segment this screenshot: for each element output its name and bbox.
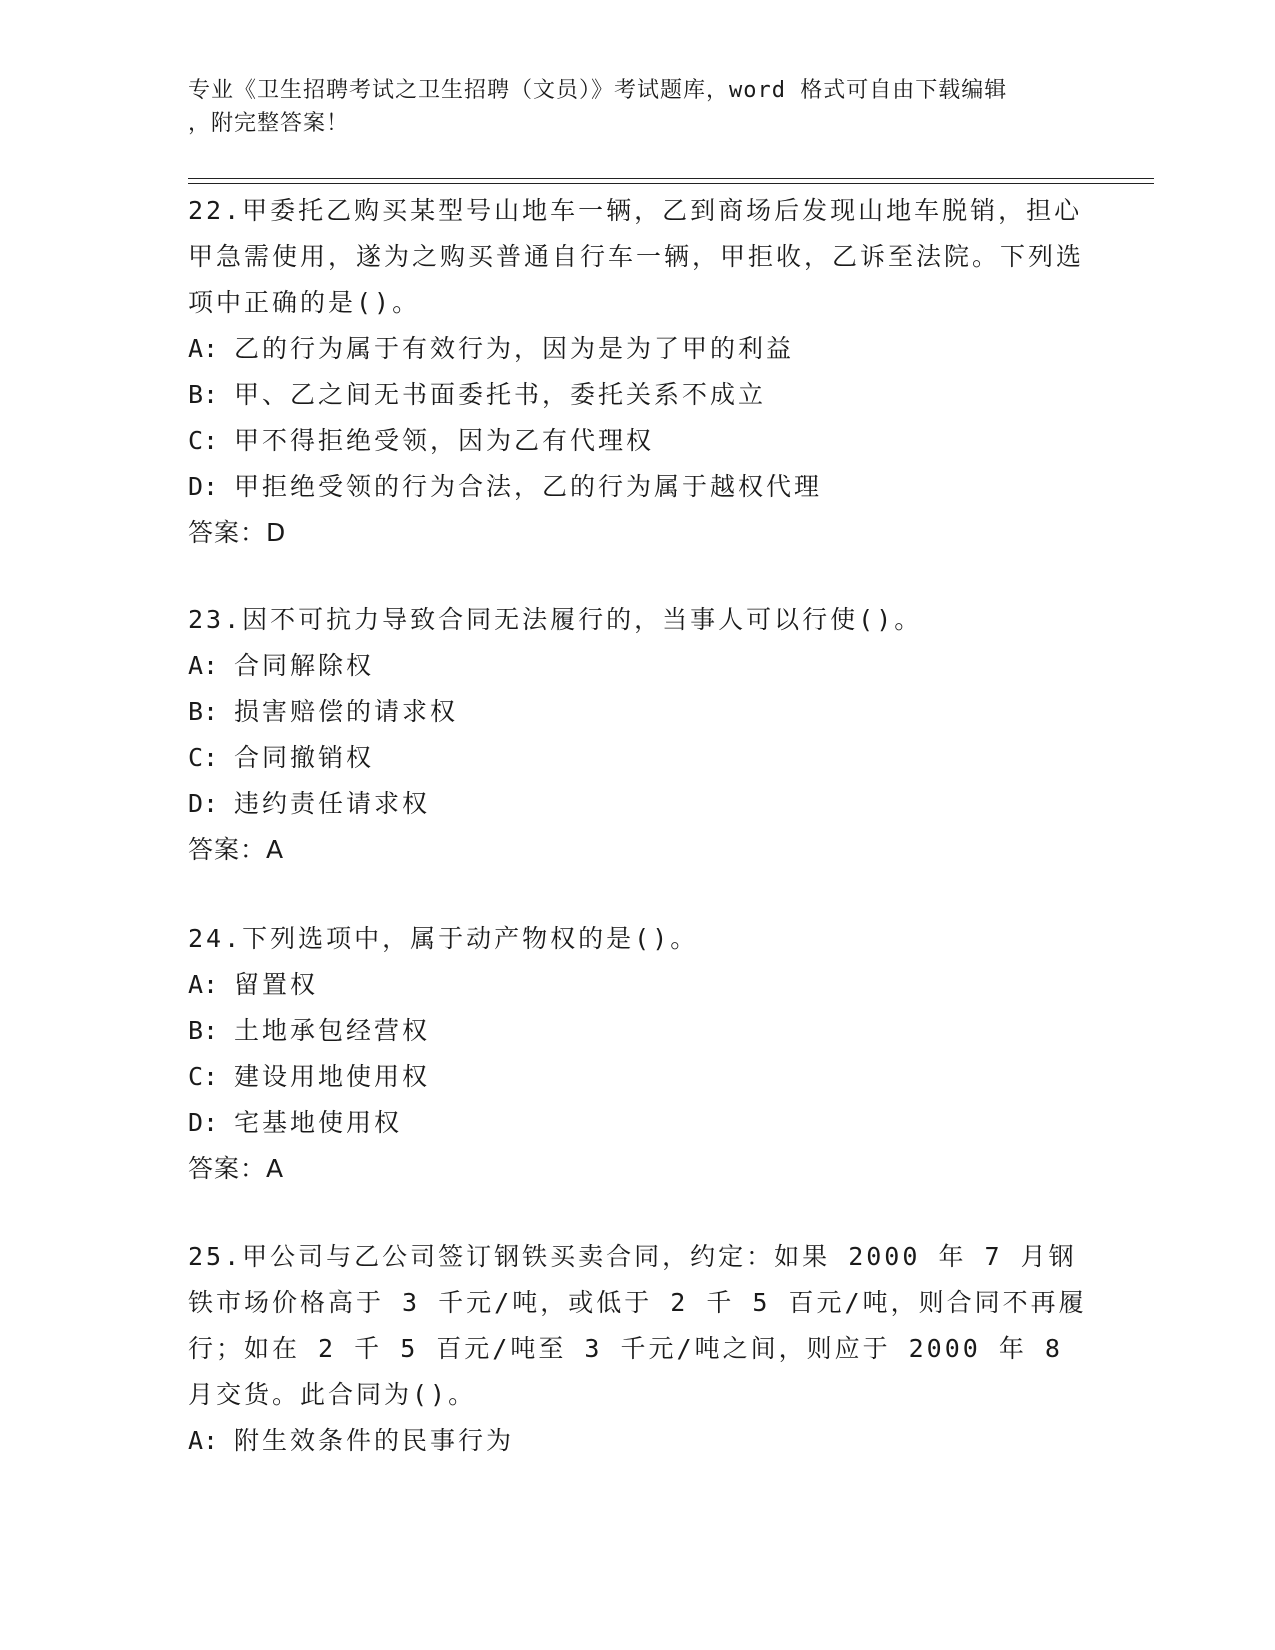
- option-d: [188, 1100, 1088, 1146]
- question-stem: 22.甲委托乙购买某型号山地车一辆，乙到商场后发现山地车脱销，担心甲急需使用，遂为之购买普通自行车一辆，甲拒收，乙诉至法院。下列选项中正确的是()。: [188, 196, 1085, 317]
- header-line-1: 专业《卫生招聘考试之卫生招聘（文员）》考试题库，word 格式可自由下载编辑: [188, 78, 1008, 103]
- question-stem: 25.甲公司与乙公司签订钢铁买卖合同，约定：如果 2000 年 7 月钢铁市场价格高于 3 千元/吨，或低于 2 千 5 百元/吨，则合同不再履行；如在 2 千 5 百元/吨至 3 千元/吨之间，则应于 2000 年 8 月交货。此合同为()。: [188, 1242, 1087, 1409]
- header-line-2: ，附完整答案！: [188, 111, 350, 136]
- option-text: 违约责任请求权: [234, 789, 431, 818]
- option-label: D:: [188, 1108, 219, 1137]
- option-label: B:: [188, 380, 219, 409]
- option-b: [188, 372, 1088, 418]
- option-a: [188, 326, 1088, 372]
- option-a: [188, 643, 1088, 689]
- option-text: 土地承包经营权: [234, 1016, 431, 1045]
- question-block: [188, 1234, 1088, 1464]
- answer: 答案：D: [188, 518, 287, 547]
- option-label: B:: [188, 697, 219, 726]
- option-label: D:: [188, 789, 219, 818]
- option-label: B:: [188, 1016, 219, 1045]
- question-block: [188, 916, 1088, 1192]
- option-label: C:: [188, 743, 219, 772]
- header-divider-top: [188, 178, 1154, 179]
- option-text: 合同撤销权: [234, 743, 375, 772]
- option-label: A:: [188, 970, 219, 999]
- option-text: 甲不得拒绝受领，因为乙有代理权: [234, 426, 655, 455]
- option-c: [188, 1054, 1088, 1100]
- option-text: 损害赔偿的请求权: [234, 697, 459, 726]
- question-stem: 23.因不可抗力导致合同无法履行的，当事人可以行使()。: [188, 605, 923, 634]
- question-stem: 24.下列选项中，属于动产物权的是()。: [188, 924, 699, 953]
- option-label: A:: [188, 1426, 219, 1455]
- option-text: 建设用地使用权: [234, 1062, 431, 1091]
- option-text: 乙的行为属于有效行为，因为是为了甲的利益: [234, 334, 795, 363]
- option-b: [188, 1008, 1088, 1054]
- question-block: [188, 188, 1088, 556]
- option-label: D:: [188, 472, 219, 501]
- option-d: [188, 781, 1088, 827]
- option-text: 甲拒绝受领的行为合法，乙的行为属于越权代理: [234, 472, 823, 501]
- answer: 答案：A: [188, 1154, 285, 1183]
- option-label: A:: [188, 651, 219, 680]
- option-label: A:: [188, 334, 219, 363]
- option-text: 宅基地使用权: [234, 1108, 403, 1137]
- answer: 答案：A: [188, 835, 285, 864]
- option-c: [188, 735, 1088, 781]
- question-block: [188, 597, 1088, 873]
- option-label: C:: [188, 426, 219, 455]
- option-text: 合同解除权: [234, 651, 375, 680]
- option-text: 附生效条件的民事行为: [234, 1426, 515, 1455]
- option-a: [188, 962, 1088, 1008]
- option-text: 甲、乙之间无书面委托书，委托关系不成立: [234, 380, 767, 409]
- header-divider-bottom: [188, 183, 1154, 184]
- option-a: [188, 1418, 1088, 1464]
- document-header: [188, 74, 1068, 140]
- option-b: [188, 689, 1088, 735]
- option-c: [188, 418, 1088, 464]
- option-label: C:: [188, 1062, 219, 1091]
- option-text: 留置权: [234, 970, 319, 999]
- option-d: [188, 464, 1088, 510]
